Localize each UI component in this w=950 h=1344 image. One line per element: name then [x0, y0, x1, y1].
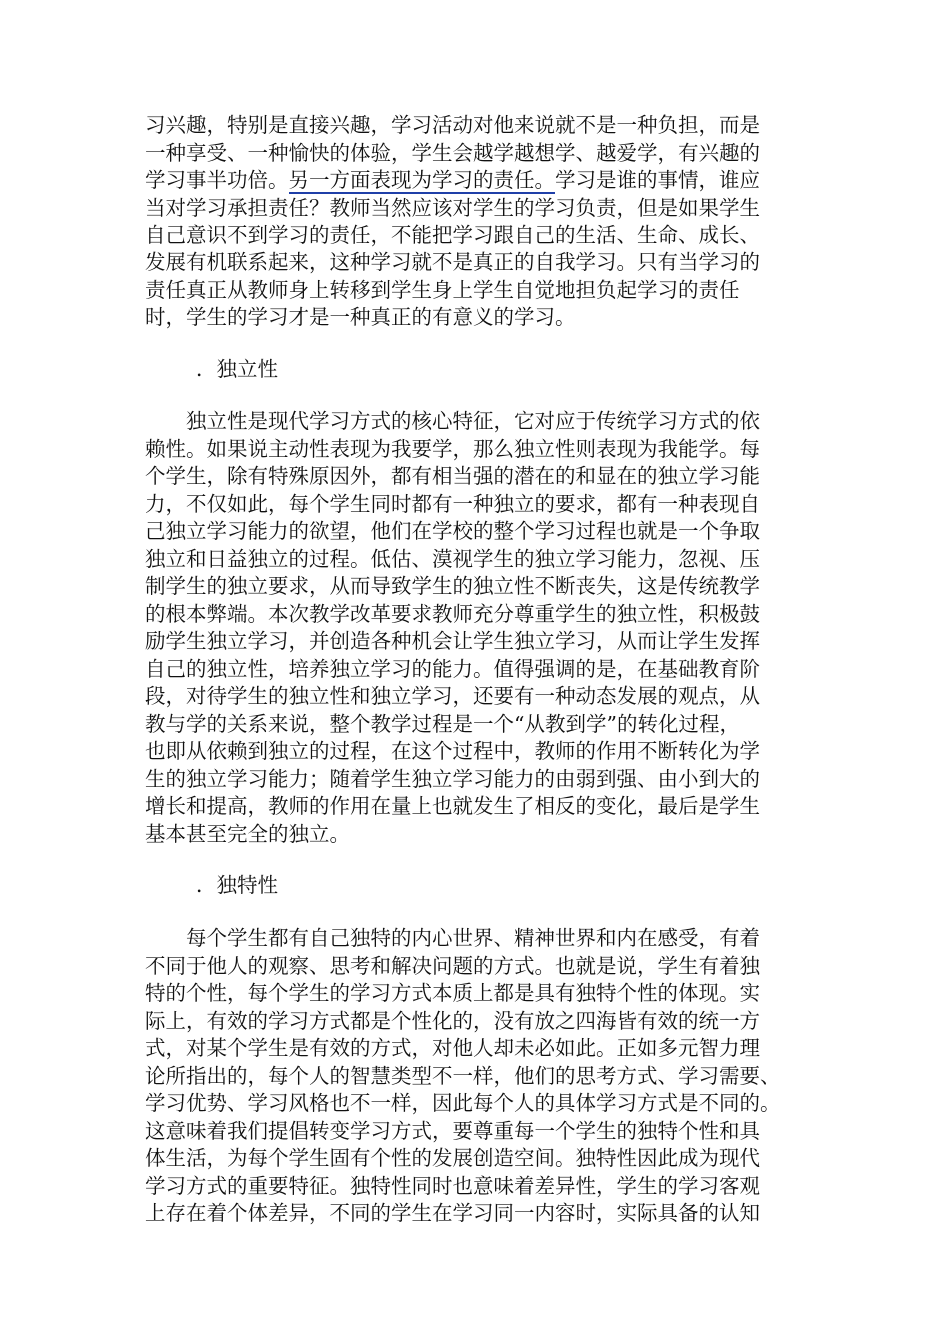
paragraph-line: 际上，有效的学习方式都是个性化的，没有放之四海皆有效的统一方	[145, 1009, 760, 1033]
paragraph-line: 独立和日益独立的过程。低估、漠视学生的独立学习能力，忽视、压	[145, 547, 760, 571]
paragraph-line: 论所指出的，每个人的智慧类型不一样，他们的思考方式、学习需要、	[145, 1064, 781, 1088]
paragraph-line: 这意味着我们提倡转变学习方式，要尊重每一个学生的独特个性和具	[145, 1119, 760, 1143]
paragraph-line: 生的独立学习能力；随着学生独立学习能力的由弱到强、由小到大的	[145, 767, 760, 791]
section-heading-uniqueness: ．独特性	[196, 873, 278, 897]
paragraph-line: 特的个性，每个学生的学习方式本质上都是具有独特个性的体现。实	[145, 981, 760, 1005]
paragraph-line: 每个学生都有自己独特的内心世界、精神世界和内在感受，有着	[145, 926, 760, 950]
paragraph-line: 独立性是现代学习方式的核心特征，它对应于传统学习方式的依	[145, 409, 760, 433]
paragraph-text: 学习是谁的事情，谁应	[555, 168, 760, 192]
paragraph-line: 发展有机联系起来，这种学习就不是真正的自我学习。只有当学习的	[145, 250, 760, 274]
paragraph-line: 自己的独立性，培养独立学习的能力。值得强调的是，在基础教育阶	[145, 657, 760, 681]
paragraph-line: 当对学习承担责任？教师当然应该对学生的学习负责，但是如果学生	[145, 196, 760, 220]
paragraph-line: 不同于他人的观察、思考和解决问题的方式。也就是说，学生有着独	[145, 954, 760, 978]
paragraph-line: 学习方式的重要特征。独特性同时也意味着差异性，学生的学习客观	[145, 1174, 760, 1198]
paragraph-line: 责任真正从教师身上转移到学生身上学生自觉地担负起学习的责任	[145, 278, 740, 302]
paragraph-line: 教与学的关系来说，整个教学过程是一个“从教到学”的转化过程，	[145, 712, 740, 736]
paragraph-line: 也即从依赖到独立的过程，在这个过程中，教师的作用不断转化为学	[145, 739, 760, 763]
paragraph-line: 自己意识不到学习的责任，不能把学习跟自己的生活、生命、成长、	[145, 223, 760, 247]
paragraph-line: 习兴趣，特别是直接兴趣，学习活动对他来说就不是一种负担，而是	[145, 113, 760, 137]
section-heading-independence: ．独立性	[196, 357, 278, 381]
responsibility-link[interactable]: 另一方面表现为学习的责任。	[288, 168, 555, 192]
paragraph-line: 增长和提高，教师的作用在量上也就发生了相反的变化，最后是学生	[145, 794, 760, 818]
paragraph-line: 的根本弊端。本次教学改革要求教师充分尊重学生的独立性，积极鼓	[145, 602, 760, 626]
paragraph-line: 式，对某个学生是有效的方式，对他人却未必如此。正如多元智力理	[145, 1036, 760, 1060]
paragraph-line: 时，学生的学习才是一种真正的有意义的学习。	[145, 305, 576, 329]
paragraph-line	[145, 166, 827, 194]
paragraph-line: 力，不仅如此，每个学生同时都有一种独立的要求，都有一种表现自	[145, 492, 760, 516]
paragraph-line: 个学生，除有特殊原因外，都有相当强的潜在的和显在的独立学习能	[145, 464, 760, 488]
paragraph-line: 段，对待学生的独立性和独立学习，还要有一种动态发展的观点，从	[145, 684, 760, 708]
paragraph-line: 己独立学习能力的欲望，他们在学校的整个学习过程也就是一个争取	[145, 519, 760, 543]
paragraph-line: 励学生独立学习，并创造各种机会让学生独立学习，从而让学生发挥	[145, 629, 760, 653]
paragraph-line: 上存在着个体差异，不同的学生在学习同一内容时，实际具备的认知	[145, 1201, 760, 1225]
paragraph-line: 学习优势、学习风格也不一样，因此每个人的具体学习方式是不同的。	[145, 1091, 781, 1115]
paragraph-line: 体生活，为每个学生固有个性的发展创造空间。独特性因此成为现代	[145, 1146, 760, 1170]
paragraph-line: 基本甚至完全的独立。	[145, 822, 350, 846]
paragraph-text: 学习事半功倍。	[145, 168, 289, 192]
paragraph-line: 一种享受、一种愉快的体验，学生会越学越想学、越爱学，有兴趣的	[145, 141, 760, 165]
paragraph-line: 赖性。如果说主动性表现为我要学，那么独立性则表现为我能学。每	[145, 437, 760, 461]
paragraph-line: 制学生的独立要求，从而导致学生的独立性不断丧失，这是传统教学	[145, 574, 760, 598]
